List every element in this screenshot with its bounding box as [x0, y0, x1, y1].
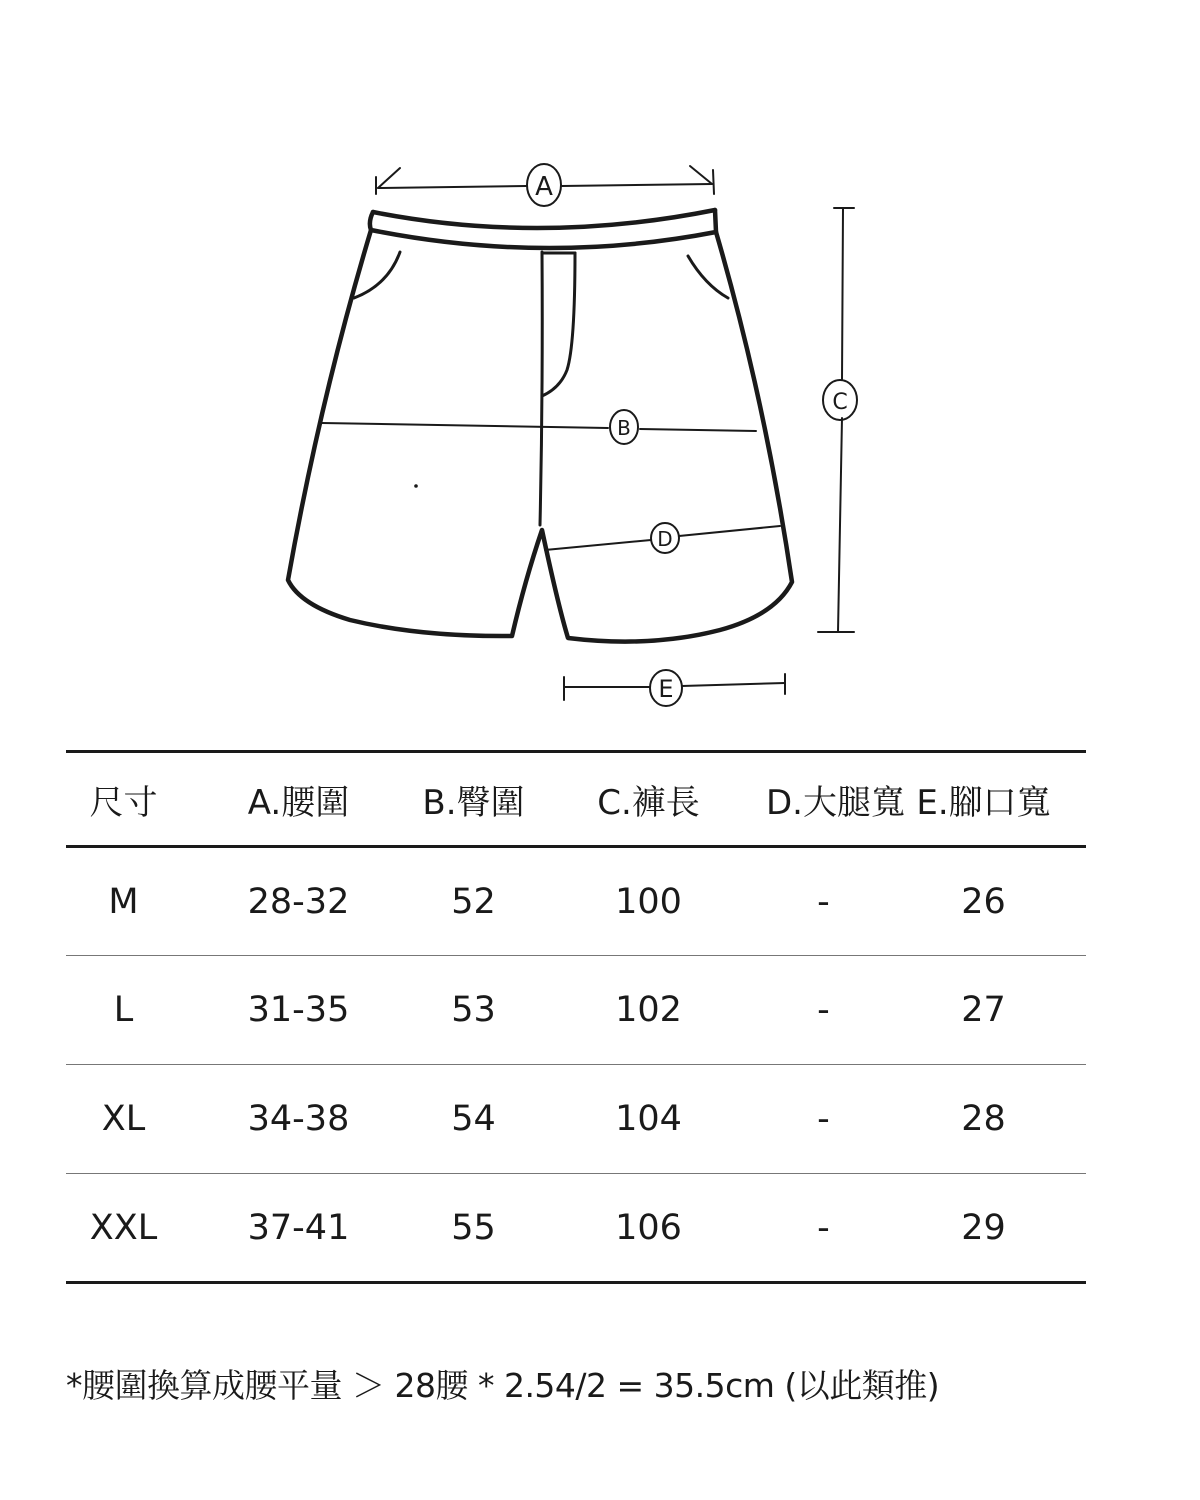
marker-c: C	[832, 390, 848, 415]
cell-leg-opening: 29	[881, 1174, 1086, 1283]
marker-a: A	[535, 172, 553, 202]
header-hip: B.臀圍	[416, 752, 531, 847]
cell-thigh: -	[766, 1065, 881, 1174]
cell-thigh: -	[766, 847, 881, 956]
cell-waist: 34-38	[181, 1065, 416, 1174]
stray-dot	[414, 484, 418, 488]
shorts-outline	[288, 210, 792, 642]
cell-size: M	[66, 847, 181, 956]
header-size: 尺寸	[66, 752, 181, 847]
marker-d: D	[657, 527, 673, 551]
cell-hip: 54	[416, 1065, 531, 1174]
table-row	[66, 847, 1086, 956]
conversion-footnote: *腰圍換算成腰平量 ＞ 28腰 * 2.54/2 = 35.5cm (以此類推)	[66, 1366, 940, 1405]
header-leg-opening: E.腳口寬	[881, 752, 1086, 847]
cell-waist: 37-41	[181, 1174, 416, 1283]
shorts-sketch	[0, 0, 1200, 740]
cell-size: XL	[66, 1065, 181, 1174]
table-header-row	[66, 752, 1086, 847]
cell-waist: 31-35	[181, 956, 416, 1065]
cell-size: XXL	[66, 1174, 181, 1283]
cell-length: 106	[531, 1174, 766, 1283]
cell-hip: 53	[416, 956, 531, 1065]
size-table	[66, 750, 1086, 1284]
cell-thigh: -	[766, 956, 881, 1065]
table-row	[66, 1174, 1086, 1283]
cell-length: 104	[531, 1065, 766, 1174]
cell-waist: 28-32	[181, 847, 416, 956]
cell-length: 100	[531, 847, 766, 956]
cell-thigh: -	[766, 1174, 881, 1283]
cell-leg-opening: 28	[881, 1065, 1086, 1174]
cell-leg-opening: 26	[881, 847, 1086, 956]
marker-b: B	[617, 416, 631, 440]
marker-e: E	[658, 675, 674, 703]
table-row	[66, 956, 1086, 1065]
measure-b-line	[322, 410, 756, 444]
cell-length: 102	[531, 956, 766, 1065]
table-row	[66, 1065, 1086, 1174]
measure-c-line	[818, 208, 857, 632]
header-waist: A.腰圍	[181, 752, 416, 847]
cell-size: L	[66, 956, 181, 1065]
shorts-diagram	[0, 0, 1200, 740]
shorts-details	[354, 252, 728, 525]
cell-hip: 52	[416, 847, 531, 956]
cell-hip: 55	[416, 1174, 531, 1283]
cell-leg-opening: 27	[881, 956, 1086, 1065]
header-length: C.褲長	[531, 752, 766, 847]
header-thigh: D.大腿寬	[766, 752, 881, 847]
measure-e-line	[564, 670, 785, 706]
